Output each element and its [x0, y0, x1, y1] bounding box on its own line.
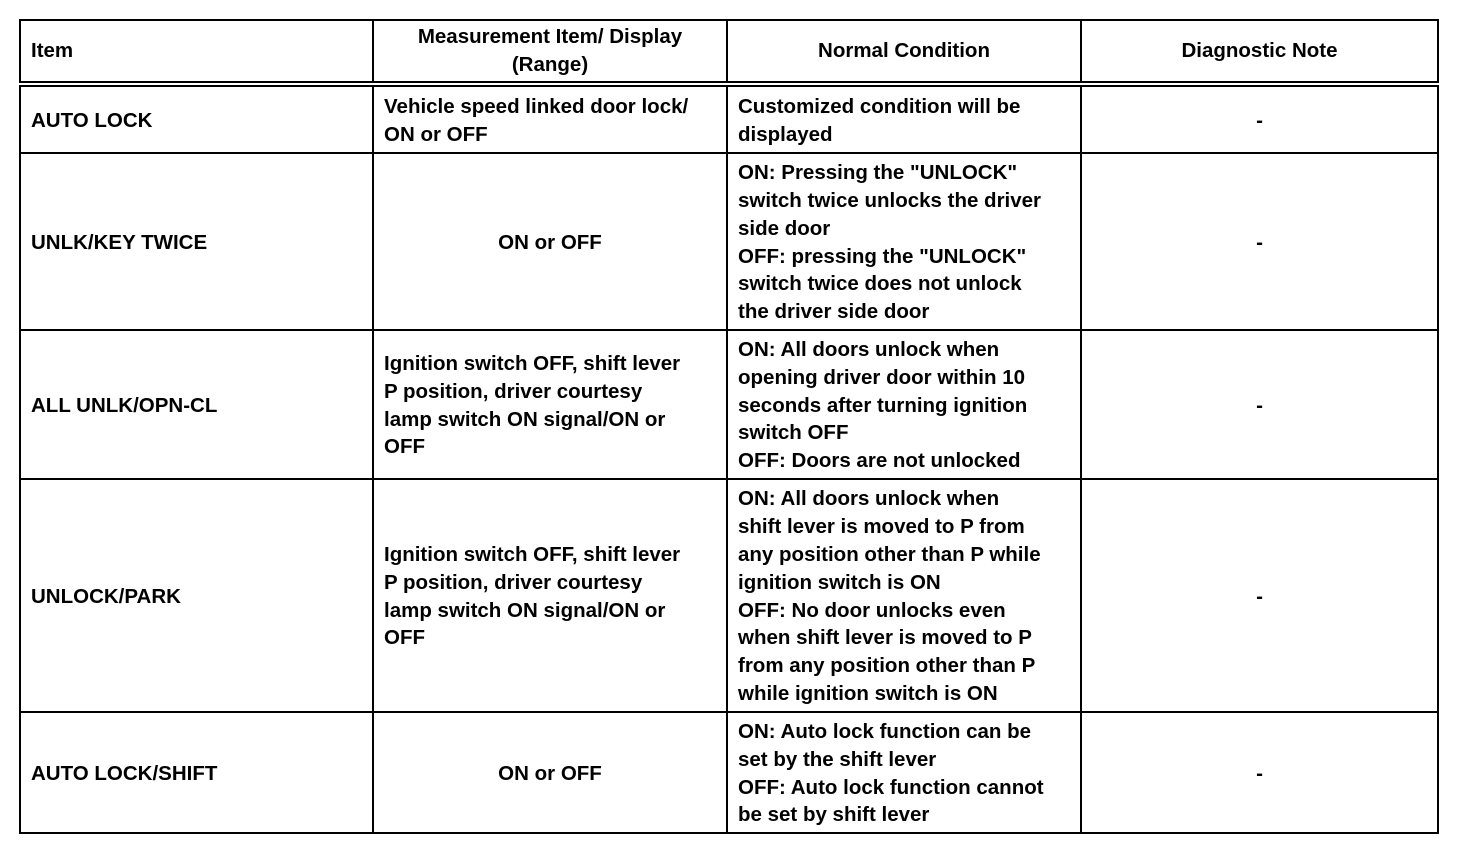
cell-item: UNLK/KEY TWICE	[20, 153, 373, 330]
cell-item: AUTO LOCK/SHIFT	[20, 712, 373, 833]
table-row	[20, 153, 1438, 330]
cell-item: UNLOCK/PARK	[20, 479, 373, 712]
cell-diagnostic-note: -	[1081, 153, 1438, 330]
header-normal-condition: Normal Condition	[727, 20, 1081, 84]
cell-diagnostic-note: -	[1081, 330, 1438, 479]
table-row	[20, 330, 1438, 479]
cell-diagnostic-note: -	[1081, 479, 1438, 712]
cell-diagnostic-note: -	[1081, 712, 1438, 833]
table-body	[20, 84, 1438, 833]
cell-normal-condition: ON: All doors unlock when opening driver door within 10 seconds after turning ignition switch OFF OFF: Doors are not unlocked	[727, 330, 1081, 479]
cell-measurement: Ignition switch OFF, shift lever P position, driver courtesy lamp switch ON signal/ON or OFF	[373, 330, 727, 479]
header-row	[20, 20, 1438, 84]
cell-measurement: ON or OFF	[373, 153, 727, 330]
cell-normal-condition: ON: All doors unlock when shift lever is moved to P from any position other than P while ignition switch is ON OFF: No door unlocks even when shift lever is moved to P from any position other than P while ignition switch is ON	[727, 479, 1081, 712]
header-diagnostic-note: Diagnostic Note	[1081, 20, 1438, 84]
data-list-table	[19, 19, 1439, 834]
cell-item: AUTO LOCK	[20, 84, 373, 153]
cell-normal-condition: Customized condition will be displayed	[727, 84, 1081, 153]
table-row	[20, 712, 1438, 833]
cell-normal-condition: ON: Pressing the "UNLOCK" switch twice unlocks the driver side door OFF: pressing the "UNLOCK" switch twice does not unlock the driver side door	[727, 153, 1081, 330]
cell-diagnostic-note: -	[1081, 84, 1438, 153]
cell-measurement: Ignition switch OFF, shift lever P position, driver courtesy lamp switch ON signal/ON or OFF	[373, 479, 727, 712]
cell-measurement: Vehicle speed linked door lock/ ON or OFF	[373, 84, 727, 153]
header-item: Item	[20, 20, 373, 84]
header-measurement: Measurement Item/ Display (Range)	[373, 20, 727, 84]
table-header	[20, 20, 1438, 84]
table-row	[20, 479, 1438, 712]
table-row	[20, 84, 1438, 153]
cell-normal-condition: ON: Auto lock function can be set by the shift lever OFF: Auto lock function cannot be set by shift lever	[727, 712, 1081, 833]
cell-item: ALL UNLK/OPN-CL	[20, 330, 373, 479]
cell-measurement: ON or OFF	[373, 712, 727, 833]
